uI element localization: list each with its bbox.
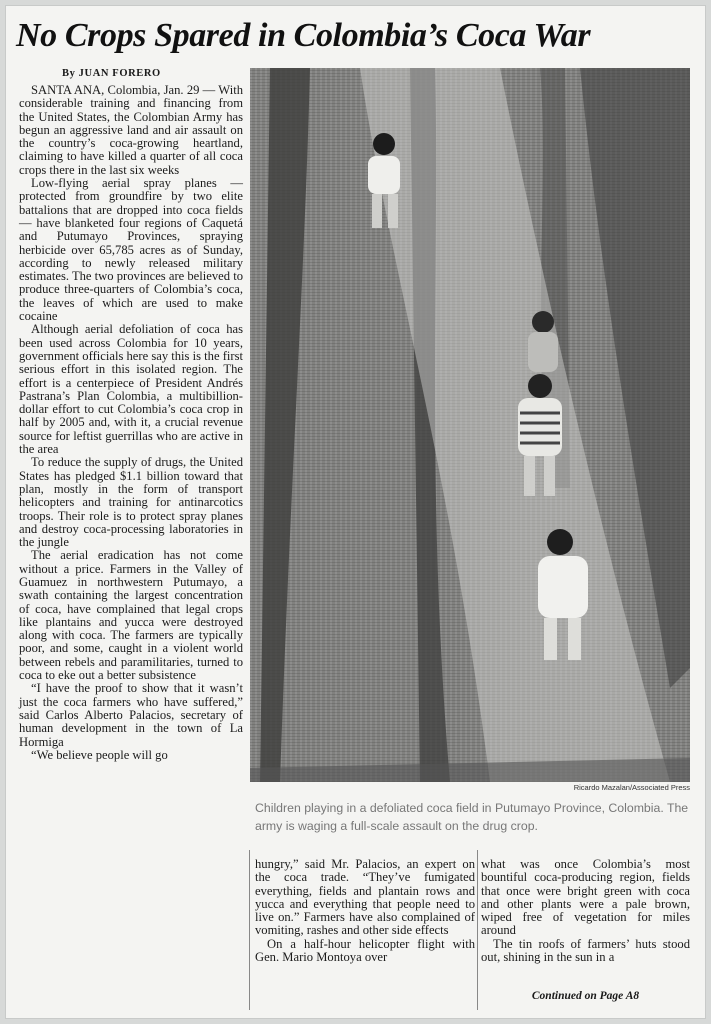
paragraph: Although aerial defoliation of coca has been used across Colombia for 10 years, government officials here say this is the first serious effort in this isolated region. The effort is a centerpiece of President Andrés Pastrana’s Plan Colombia, a multibillion-dollar effort to cut Colombia’s coca crop in half by 2005 and, with it, a crucial revenue source for leftist guerrillas who are active in the area xyxy=(19,322,243,457)
paragraph: hungry,” said Mr. Palacios, an expert on the coca trade. “They’ve fumigated everything, fields and plantain rows and yucca and everything that people need to live on.” Farmers have also complained of vomiting, rashes and other side effects xyxy=(255,857,475,938)
photo-credit: Ricardo Mazalan/Associated Press xyxy=(573,783,690,792)
paragraph: SANTA ANA, Colombia, Jan. 29 — With considerable training and financing from the United States, the Colombian Army has begun an aggressive land and air assault on the country’s coca-growing heartland, claiming to have killed a quarter of all coca crops there in the last six weeks xyxy=(19,83,243,177)
column-divider xyxy=(249,850,250,1010)
column-divider xyxy=(477,850,478,1010)
article-column-3 xyxy=(481,858,690,964)
photo-illustration xyxy=(250,68,690,782)
news-photo xyxy=(250,68,690,782)
paragraph: To reduce the supply of drugs, the United States has pledged $1.1 billion toward that plan, mostly in the form of transport helicopters and training for antinarcotics troops. Their role is to protect spray planes and destroy coca-processing laboratories in the jungle xyxy=(19,455,243,550)
article-column-1 xyxy=(19,84,243,762)
paragraph: The tin roofs of farmers’ huts stood out, shining in the sun in a xyxy=(481,936,690,965)
paragraph: “I have the proof to show that it wasn’t just the coca farmers who have suffered,” said Carlos Alberto Palacios, secretary of human development in the town of La Hormiga xyxy=(19,681,243,749)
paragraph: On a half-hour helicopter flight with Gen. Mario Montoya over xyxy=(255,936,475,965)
byline: By JUAN FORERO xyxy=(62,68,161,79)
photo-caption: Children playing in a defoliated coca field in Putumayo Province, Colombia. The army is waging a full-scale assault on the drug crop. xyxy=(255,801,689,833)
paragraph: what was once Colombia’s most bountiful coca-producing region, fields that once were bright green with coca and other plants were a pale brown, wiped free of vegetation for miles around xyxy=(481,857,690,938)
paragraph: The aerial eradication has not come without a price. Farmers in the Valley of Guamuez in northwestern Putumayo, a swath containing the largest concentration of coca, have complained that legal crops like plantains and yucca were destroyed along with coca. The farmers are typically poor, and some, caught in a violent world between rebels and paramilitaries, turned to coca to eke out a better subsistence xyxy=(19,548,243,683)
paragraph: “We believe people will go xyxy=(31,747,168,762)
continued-on-page: Continued on Page A8 xyxy=(531,990,640,1002)
headline: No Crops Spared in Colombia’s Coca War xyxy=(16,17,591,54)
article-column-2 xyxy=(255,858,475,964)
paragraph: Low-flying aerial spray planes — protected from groundfire by two elite battalions that are dropped into coca fields — have blanketed four regions of Caquetá and Putumayo Provinces, spraying herbicide over 65,785 acres as of Sunday, according to newly released military estimates. The two provinces are believed to produce three-quarters of Colombia’s coca, the leaves of which are used to make cocaine xyxy=(19,176,243,324)
